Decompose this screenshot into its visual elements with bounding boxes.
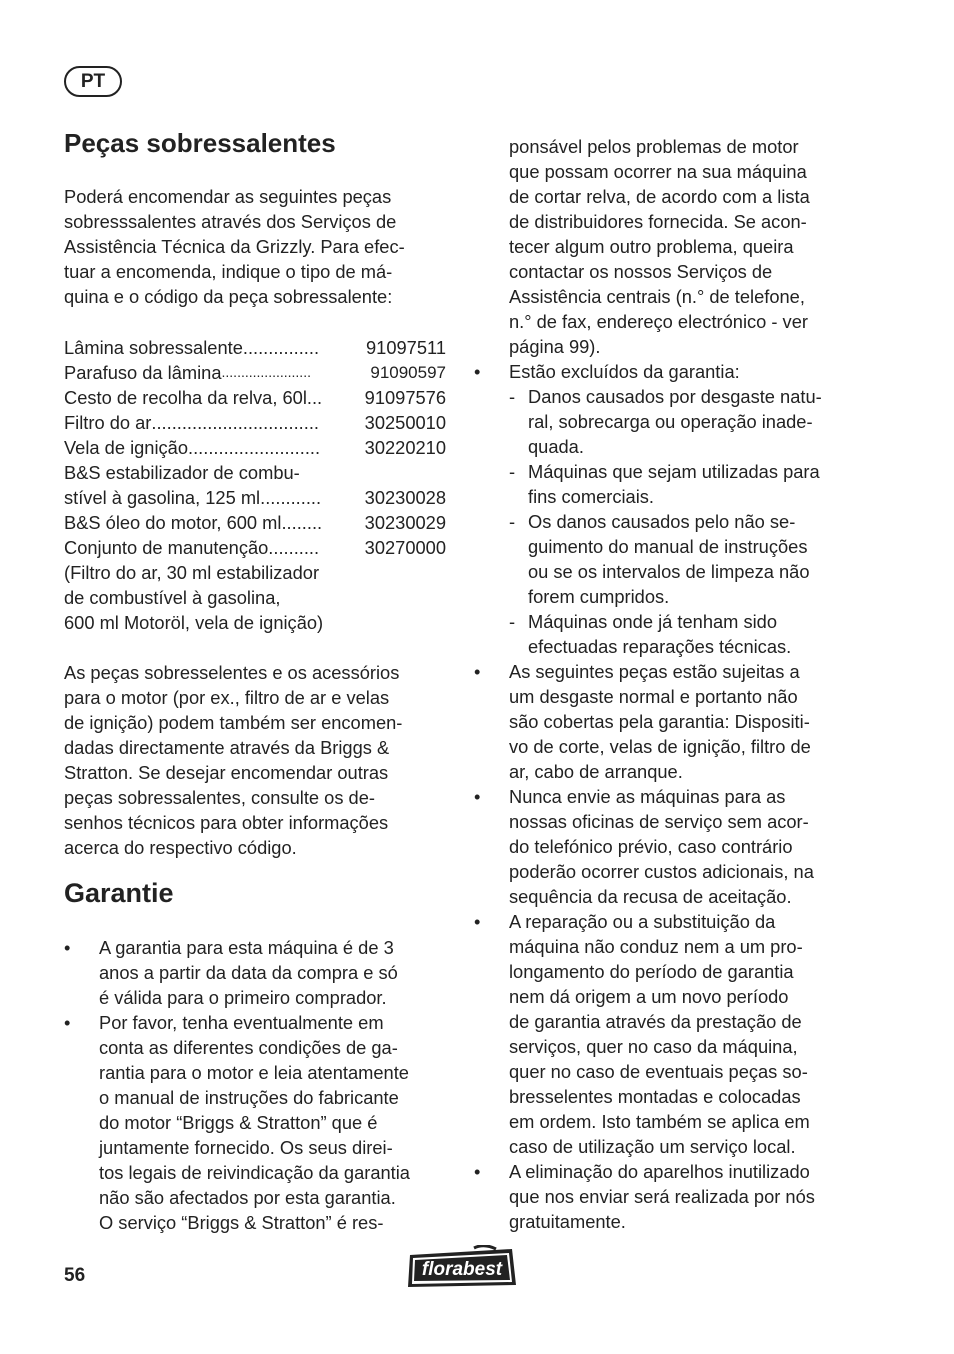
list-item-line: em ordem. Isto também se aplica em [509,1111,810,1132]
intro-line: tuar a encomenda, indique o tipo de má- [64,261,393,282]
part-code: 91097576 [364,387,446,408]
list-item-line: ar, cabo de arranque. [509,761,683,782]
bullet-mark: • [474,661,481,682]
dash-mark: - [509,461,516,482]
part-row [64,460,446,485]
parts-list [64,335,446,635]
part-row [64,610,446,635]
intro-line: Poderá encomendar as seguintes peças [64,186,392,207]
list-item-line: do motor “Briggs & Stratton” que é [99,1112,378,1133]
continuation-line: página 99). [509,336,601,357]
sub-item-line: quada. [528,436,584,457]
part-name: Lâmina sobressalente [64,337,243,358]
part-leader-dots: ....................... [221,364,311,380]
list-item-line: anos a partir da data da compra e só [99,962,398,983]
intro-line: sobresssalentes através dos Serviços de [64,211,397,232]
part-row [64,485,446,510]
part-row [64,435,446,460]
sub-item-line: fins comerciais. [528,486,654,507]
part-leader-dots: ................................. [151,412,319,433]
continuation-line: de distribuidores fornecida. Se acon- [509,211,807,232]
part-row [64,385,446,410]
part-code: 30230028 [364,487,446,508]
part-row [64,510,446,535]
part-leader-dots: ............ [260,487,322,508]
warranty-continuation [509,134,869,359]
part-code: 91090597 [370,363,446,382]
part-code: 30220210 [364,437,446,458]
list-item-line: nossas oficinas de serviço sem acor- [509,811,809,832]
note-line: dadas directamente através da Briggs & [64,737,390,758]
warranty-right-list [474,659,874,1234]
florabest-logo [404,1245,520,1291]
part-row [64,560,446,585]
bullet-mark: • [64,937,71,958]
dash-mark: - [509,386,516,407]
continuation-line: que possam ocorrer na sua máquina [509,161,807,182]
list-item [474,784,874,909]
sub-item-line: Os danos causados pelo não se- [528,511,796,532]
list-item-line: o manual de instruções do fabricante [99,1087,399,1108]
list-item-line: máquina não conduz nem a um pro- [509,936,803,957]
note-line: As peças sobresselentes e os acessórios [64,662,400,683]
sub-item-line: ou se os intervalos de limpeza não [528,561,810,582]
list-item [64,1010,464,1235]
list-item [474,659,874,784]
part-code: 30270000 [364,537,446,558]
list-item-line: sequência da recusa de aceitação. [509,886,792,907]
list-item-line: conta as diferentes condições de ga- [99,1037,398,1058]
continuation-line: tecer algum outro problema, queira [509,236,794,257]
spare-parts-title: Peças sobressalentes [64,128,336,158]
sub-item-line: efectuadas reparações técnicas. [528,636,792,657]
part-row [64,360,446,385]
note-line: para o motor (por ex., filtro de ar e velas [64,687,390,708]
list-item-line: As seguintes peças estão sujeitas a [509,661,800,682]
list-item-line: nem dá origem a um novo período [509,986,789,1007]
list-item-line: A garantia para esta máquina é de 3 [99,937,394,958]
part-row [64,335,446,360]
sub-list-item [509,609,874,659]
list-item-line: um desgaste normal e portanto não [509,686,798,707]
list-item-line: Nunca envie as máquinas para as [509,786,786,807]
note-line: acerca do respectivo código. [64,837,297,858]
list-item-line: A reparação ou a substituição da [509,911,776,932]
sub-list-item [509,459,874,509]
list-item-line: A eliminação do aparelhos inutilizado [509,1161,810,1182]
intro-line: quina e o código da peça sobressalente: [64,286,393,307]
continuation-line: Assistência centrais (n.° de telefone, [509,286,805,307]
bullet-mark: • [474,911,481,932]
part-name: stível à gasolina, 125 ml [64,487,261,508]
list-item-line: é válida para o primeiro comprador. [99,987,387,1008]
warranty-title: Garantie [64,878,174,908]
sub-item-line: Máquinas que sejam utilizadas para [528,461,820,482]
part-code: 91097511 [366,337,446,358]
bullet-mark: • [64,1012,71,1033]
note-line: Stratton. Se desejar encomendar outras [64,762,389,783]
continuation-line: contactar os nossos Serviços de [509,261,773,282]
part-name: B&S óleo do motor, 600 ml [64,512,282,533]
list-item-line: caso de utilização um serviço local. [509,1136,796,1157]
part-leader-dots: ........ [281,512,323,533]
part-name: Cesto de recolha da relva, 60l [64,387,307,408]
list-item-line: que nos enviar será realizada por nós [509,1186,815,1207]
note-line: senhos técnicos para obter informações [64,812,389,833]
bullet-mark: • [474,361,481,382]
dash-mark: - [509,511,516,532]
list-item-line: Por favor, tenha eventualmente em [99,1012,384,1033]
list-item-line: juntamente fornecido. Os seus direi- [99,1137,393,1158]
list-item-line: não são afectados por esta garantia. [99,1187,396,1208]
continuation-line: de cortar relva, de acordo com a lista [509,186,810,207]
list-item-line: tos legais de reivindicação da garantia [99,1162,410,1183]
note-line: peças sobressalentes, consulte os de- [64,787,375,808]
list-item-line: poderão ocorrer custos adicionais, na [509,861,814,882]
list-item-line: do telefónico prévio, caso contrário [509,836,793,857]
list-item-line: de garantia através da prestação de [509,1011,802,1032]
part-leader-dots: ... [306,387,323,408]
language-badge: PT [64,66,122,97]
continuation-line: n.° de fax, endereço electrónico - ver [509,311,808,332]
intro-line: Assistência Técnica da Grizzly. Para efec- [64,236,405,257]
sub-item-line: Máquinas onde já tenham sido [528,611,777,632]
part-name: Vela de ignição [64,437,189,458]
excluded-list-item [474,359,874,659]
list-item-line: serviços, quer no caso da máquina, [509,1036,798,1057]
part-name: Filtro do ar [64,412,152,433]
logo-text: florabest [421,1259,503,1280]
sub-item-line: guimento do manual de instruções [528,536,808,557]
part-name: de combustível à gasolina, [64,587,281,608]
list-item-line: rantia para o motor e leia atentamente [99,1062,409,1083]
part-row [64,585,446,610]
bullet-mark: • [474,1161,481,1182]
part-name: Conjunto de manutenção [64,537,269,558]
excluded-sublist [509,384,874,659]
part-name: Parafuso da lâmina [64,362,222,383]
part-leader-dots: .......................... [188,437,321,458]
list-item [474,1159,874,1234]
note-line: de ignição) podem também ser encomen- [64,712,403,733]
part-leader-dots: ............... [242,337,320,358]
sub-list-item [509,509,874,609]
part-code: 30230029 [364,512,446,533]
sub-item-line: forem cumpridos. [528,586,670,607]
list-item-line: vo de corte, velas de ignição, filtro de [509,736,811,757]
page-number: 56 [64,1265,86,1286]
part-leader-dots: .......... [268,537,320,558]
sub-list-item [509,384,874,459]
excluded-title: Estão excluídos da garantia: [509,361,740,382]
list-item-line: O serviço “Briggs & Stratton” é res- [99,1212,384,1233]
spare-parts-intro [64,184,448,309]
sub-item-line: Danos causados por desgaste natu- [528,386,822,407]
list-item [64,935,464,1010]
sub-item-line: ral, sobrecarga ou operação inade- [528,411,813,432]
continuation-line: ponsável pelos problemas de motor [509,136,799,157]
part-code: 30250010 [364,412,446,433]
dash-mark: - [509,611,516,632]
warranty-left-list [64,935,464,1235]
part-row [64,535,446,560]
part-name: B&S estabilizador de combu- [64,462,300,483]
list-item-line: bresselentes montadas e colocadas [509,1086,801,1107]
list-item-line: são cobertas pela garantia: Dispositi- [509,711,810,732]
bullet-mark: • [474,786,481,807]
list-item [474,909,874,1159]
part-row [64,410,446,435]
part-name: 600 ml Motoröl, vela de ignição) [64,612,324,633]
list-item-line: gratuitamente. [509,1211,626,1232]
list-item-line: longamento do período de garantia [509,961,794,982]
part-name: (Filtro do ar, 30 ml estabilizador [64,562,320,583]
spare-parts-note [64,660,448,860]
list-item-line: quer no caso de eventuais peças so- [509,1061,808,1082]
